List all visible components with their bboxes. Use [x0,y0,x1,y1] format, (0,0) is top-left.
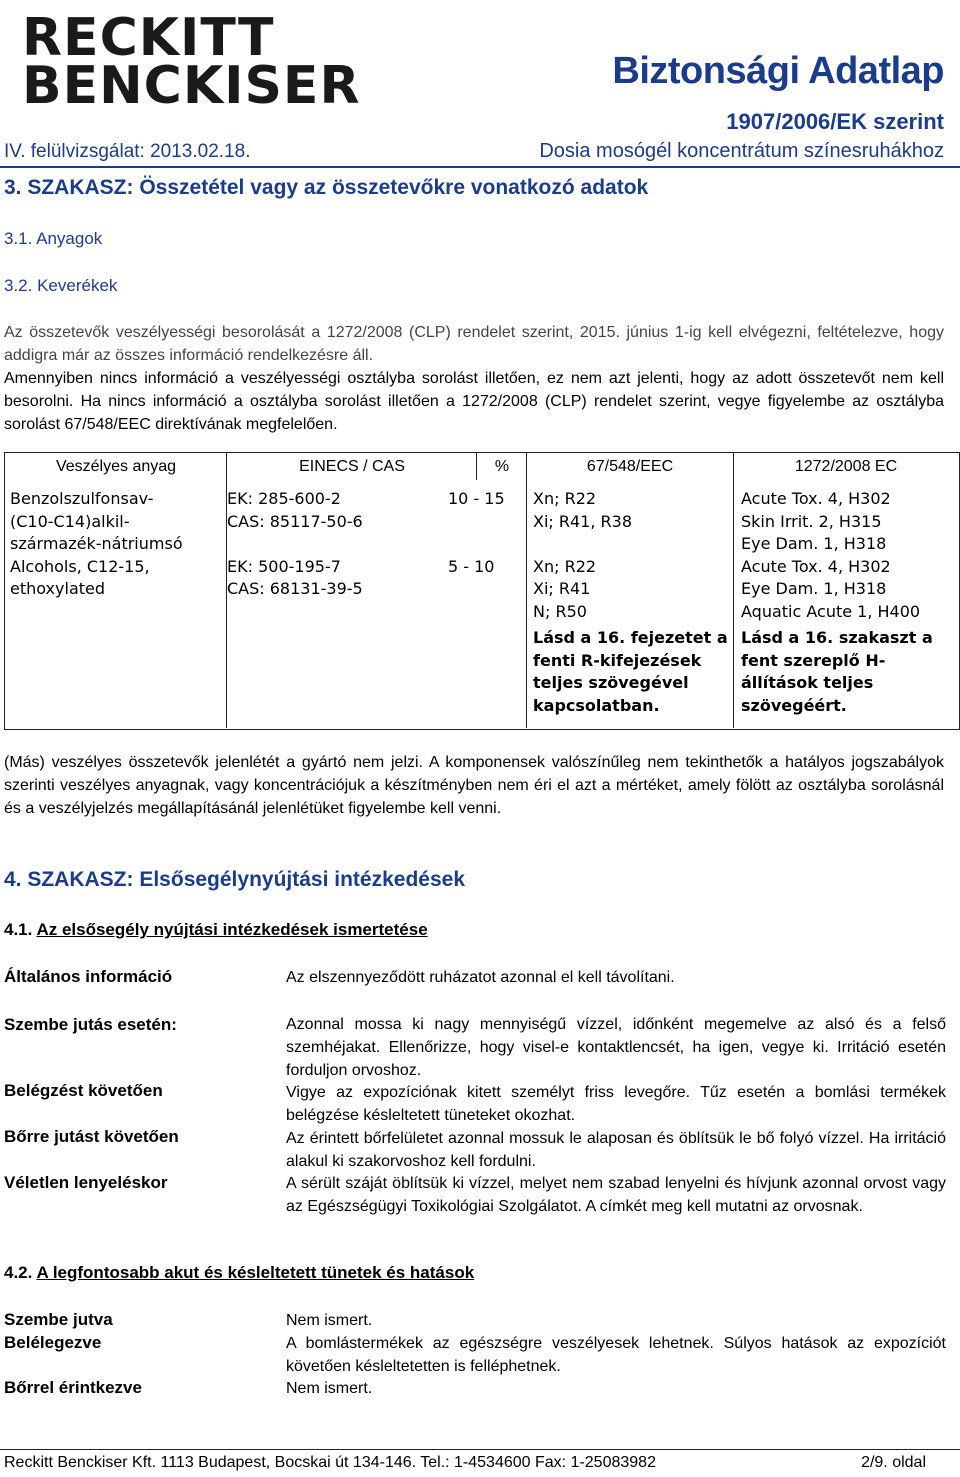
company-logo [22,6,361,116]
clp-line: Eye Dam. 1, H318 [741,579,887,598]
subsection-3-2: 3.2. Keverékek [4,276,118,295]
clp-note [741,627,933,717]
percent-line [448,511,505,534]
eec-note-line: teljes szövegével [533,673,689,692]
clp-classification [741,488,920,623]
eec-line: Xi; R41 [533,579,591,598]
subsection-4-2-number: 4.2. [4,1263,33,1282]
clp-line: Skin Irrit. 2, H315 [741,511,882,531]
subsection-4-1-number: 4.1. [4,920,33,939]
clp-note-line: szövegéért. [741,695,847,715]
paragraph-classification: Az összetevők veszélyességi besorolását a 1272/2008 (CLP) rendelet szerint, 2015. június 1-ig kell elvégezni, feltételezve, hogy addigra már az összes információ rendelkezésre áll. [4,324,944,364]
document-title: Biztonsági Adatlap [612,50,944,92]
column-divider [526,453,527,728]
header-substance: Veszélyes anyag [55,458,177,475]
column-divider [476,453,477,480]
eye-contact-label: Szembe jutás esetén: [4,1015,177,1034]
symptom-label: Belélegezve [4,1333,102,1352]
symptom-text: Nem ismert. [286,1380,373,1397]
first-aid-label: Véletlen lenyeléskor [4,1173,168,1192]
product-name: Dosia mosógél koncentrátum színesruhákhoz [539,140,944,162]
subsection-3-1: 3.1. Anyagok [4,229,103,248]
eec-line: Xn; R22 [533,556,597,576]
logo-line1: RECKITT [22,8,275,68]
header-67-548-eec: 67/548/EEC [586,458,674,475]
substance-line: származék-nátriumsó [10,534,183,553]
regulation-reference: 1907/2006/EK szerint [726,109,944,134]
header-divider [0,166,960,168]
clp-line: Aquatic Acute 1, H400 [741,601,921,621]
symptom-label: Szembe jutva [4,1310,113,1329]
section3-title: 3. SZAKASZ: Összetétel vagy az összetevőkre vonatkozó adatok [4,176,649,199]
einecs-cas-numbers [227,488,363,601]
first-aid-label: Bőrre jutást követően [4,1127,179,1146]
clp-note-line: fent szereplő H- [741,650,886,670]
first-aid-label: Általános információ [4,967,173,986]
revision-date: IV. felülvizsgálat: 2013.02.18. [4,141,251,162]
column-divider [733,453,734,728]
subsection-4-1-title: Az elsősegély nyújtási intézkedések ismertetése [36,920,428,939]
clp-line: Eye Dam. 1, H318 [741,534,887,553]
header-percent: % [494,458,510,475]
first-aid-text: Vigye az expozíciónak kitett személyt friss levegőre. Tűz esetén a bomlási termékek belégzése késleltetett tüneteket okozhat. [286,1084,946,1124]
footer-divider [0,1449,960,1450]
clp-note-line: Lásd a 16. szakaszt a [741,628,933,647]
einecs-line: CAS: 68131-39-5 [227,579,363,598]
symptom-text: Nem ismert. [286,1312,373,1329]
clp-line: Acute Tox. 4, H302 [741,556,891,576]
eec-line: Xn; R22 [533,489,597,508]
substance-line: (C10-C14)alkil- [10,511,130,531]
einecs-line: EK: 285-600-2 [227,489,341,508]
page-number: 2/9. oldal [861,1454,926,1471]
percent-line: 5 - 10 [448,556,495,576]
first-aid-text: Azonnal mossa ki nagy mennyiségű vízzel, időnként megemelve az alsó és a felső szemhéjakat. Ellenőrizze, hogy visel-e kontaktlencsét, ha igen, vegye ki. Irritáció esetén forduljon orvoshoz. [286,1016,946,1079]
header-1272-2008-ec: 1272/2008 EC [794,458,898,475]
clp-note-line: állítások teljes [741,673,874,692]
eec-note-line: kapcsolatban. [533,695,660,715]
percentages [448,488,505,578]
paragraph-no-information: Amennyiben nincs információ a veszélyességi osztályba sorolást illetően, ez nem azt jelenti, hogy az adott összetevőt nem kell besorolni. Ha nincs információ a osztályba sorolást illetően a 1272/2008 (CLP) rendelet szerint, vegye figyelembe az osztályba sorolást 67/548/EEC direktívának megfelelően. [4,370,944,433]
paragraph-other-components: (Más) veszélyes összetevők jelenlétét a gyártó nem jelzi. A komponensek valószínűleg nem tekinthetők a hatályos jogszabályok szerinti veszélyes anyagnak, vagy koncentrációjuk a készítményben nem éri el azt a mértéket, amely fölött az osztályba sorolásnál és a veszélyjelzés megállapításánál jelenlétüket figyelembe kell venni. [4,754,944,817]
eec-line: Xi; R41, R38 [533,511,633,531]
first-aid-text: Az elszennyeződött ruházatot azonnal el kell távolítani. [286,969,675,986]
substance-line: ethoxylated [10,579,106,598]
substance-names [10,488,183,601]
einecs-line: CAS: 85117-50-6 [227,511,363,531]
subsection-4-2 [4,1263,474,1283]
substance-line: Alcohols, C12-15, [10,556,150,576]
symptom-label: Bőrrel érintkezve [4,1378,142,1397]
percent-line [448,533,505,556]
eec-note-line: fenti R-kifejezések [533,650,702,670]
first-aid-label: Belégzést követően [4,1081,163,1100]
substance-line: Benzolszulfonsav- [10,489,154,508]
first-aid-text: A sérült száját öblítsük ki vízzel, melyet nem szabad lenyelni és hívjunk azonnal orvost vagy az Egészségügyi Toxikológiai Szolgálatot. A címkét meg kell mutatni az orvosnak. [286,1175,946,1215]
symptom-text: A bomlástermékek az egészségre veszélyesek lehetnek. Súlyos hatások az expozíciót követően késleltetetten is felléphetnek. [286,1335,946,1375]
section4-title: 4. SZAKASZ: Elsősegélynyújtási intézkedések [4,868,465,891]
footer-company: Reckitt Benckiser Kft. 1113 Budapest, Bocskai út 134-146. Tel.: 1-4534600 Fax: 1-25083982 [4,1454,656,1471]
logo-line2: BENCKISER [22,56,361,116]
eec-line: N; R50 [533,601,587,621]
clp-line: Acute Tox. 4, H302 [741,489,891,508]
einecs-line: EK: 500-195-7 [227,556,341,576]
eec-note-line: Lásd a 16. fejezetet a [533,628,728,647]
first-aid-text: Az érintett bőrfelületet azonnal mossuk le alaposan és öblítsük le bő folyó vízzel. Ha irritáció alakul ki szakorvoshoz kell fordulni. [286,1130,946,1170]
eec-note [533,627,728,717]
composition-table [4,452,960,730]
einecs-line [227,533,363,556]
subsection-4-1 [4,920,428,940]
first-aid-label [4,1015,177,1035]
eec-classification [533,488,632,623]
eec-line [533,533,632,556]
subsection-4-2-title: A legfontosabb akut és késleltetett tünetek és hatások [36,1263,475,1282]
header-einecs-cas: EINECS / CAS [299,458,405,475]
percent-line: 10 - 15 [448,489,505,508]
